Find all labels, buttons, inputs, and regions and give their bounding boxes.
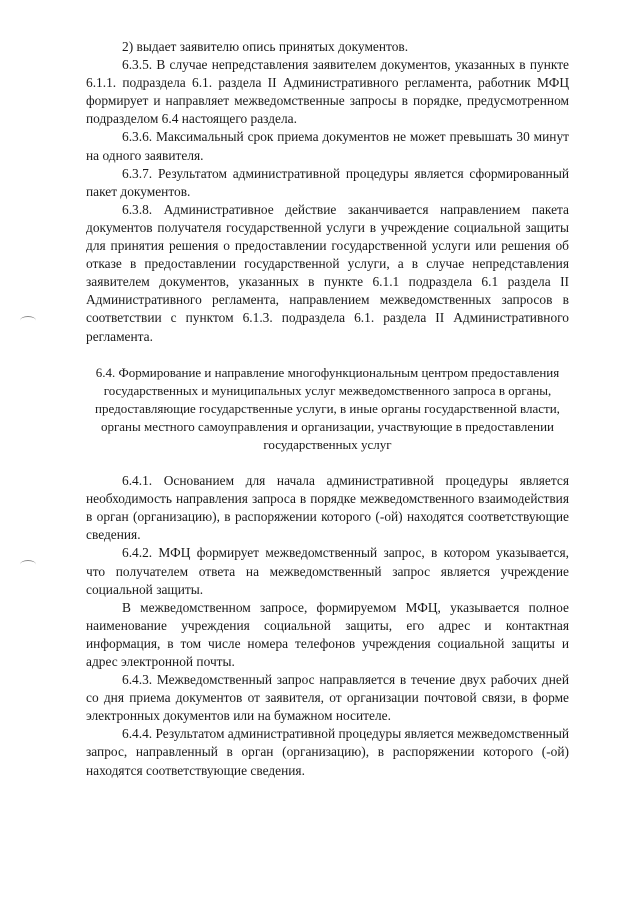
punch-hole-mark: [20, 316, 36, 325]
paragraph-request-details: В межведомственном запросе, формируемом МФЦ, указывается полное наименование учреждения социальной защиты, его адрес и контактная информация, в том числе номера телефонов учреждения социальной защиты и адрес электронной почты.: [86, 599, 569, 669]
section-title-6-4: 6.4. Формирование и направление многофункциональным центром предоставления государственных и муниципальных услуг межведомственного запроса в органы, предоставляющие государственные услуги, в иные органы государственной власти, органы местного самоуправления и организации, участвующие в предоставлении государственных услуг: [95, 364, 560, 452]
paragraph-6-3-6: 6.3.6. Максимальный срок приема документов не может превышать 30 минут на одного заявителя.: [86, 129, 569, 163]
paragraph-6-4-4: 6.4.4. Результатом административной процедуры является межведомственный запрос, направленный в орган (организацию), в распоряжении которого (-ой) находятся соответствующие сведения.: [86, 726, 569, 778]
paragraph-6-3-7: 6.3.7. Результатом административной процедуры является сформированный пакет документов.: [86, 165, 569, 199]
document-body: [86, 38, 569, 780]
paragraph-item-2: 2) выдает заявителю опись принятых документов.: [122, 39, 409, 54]
paragraph-6-3-5: 6.3.5. В случае непредставления заявителем документов, указанных в пункте 6.1.1. подраздела 6.1. раздела II Административного регламента, работник МФЦ формирует и направляет межведомственные запросы в порядке, предусмотренном подразделом 6.4 настоящего раздела.: [86, 57, 569, 127]
paragraph-6-3-8: 6.3.8. Административное действие заканчивается направлением пакета документов получателя государственной услуги в учреждение социальной защиты для принятия решения о предоставлении государственной услуги или решения об отказе в предоставлении государственной услуги, а в случае непредставления заявителем документов, указанных в пункте 6.1.1 подраздела 6.1 раздела II Административного регламента, направлением межведомственных запросов в соответствии с пунктом 6.1.3. подраздела 6.1. раздела II Административного регламента.: [86, 201, 569, 344]
paragraph-6-4-1: 6.4.1. Основанием для начала административной процедуры является необходимость направления запроса в порядке межведомственного взаимодействия в орган (организацию), в распоряжении которого (-ой) находятся соответствующие сведения.: [86, 473, 569, 543]
paragraph-6-4-3: 6.4.3. Межведомственный запрос направляется в течение двух рабочих дней со дня приема документов от заявителя, от организации почтовой связи, в форме электронных документов или на бумажном носителе.: [86, 672, 569, 724]
paragraph-6-4-2: 6.4.2. МФЦ формирует межведомственный запрос, в котором указывается, что получателем ответа на межведомственный запрос является учреждение социальной защиты.: [86, 545, 569, 597]
punch-hole-mark: [20, 560, 36, 569]
